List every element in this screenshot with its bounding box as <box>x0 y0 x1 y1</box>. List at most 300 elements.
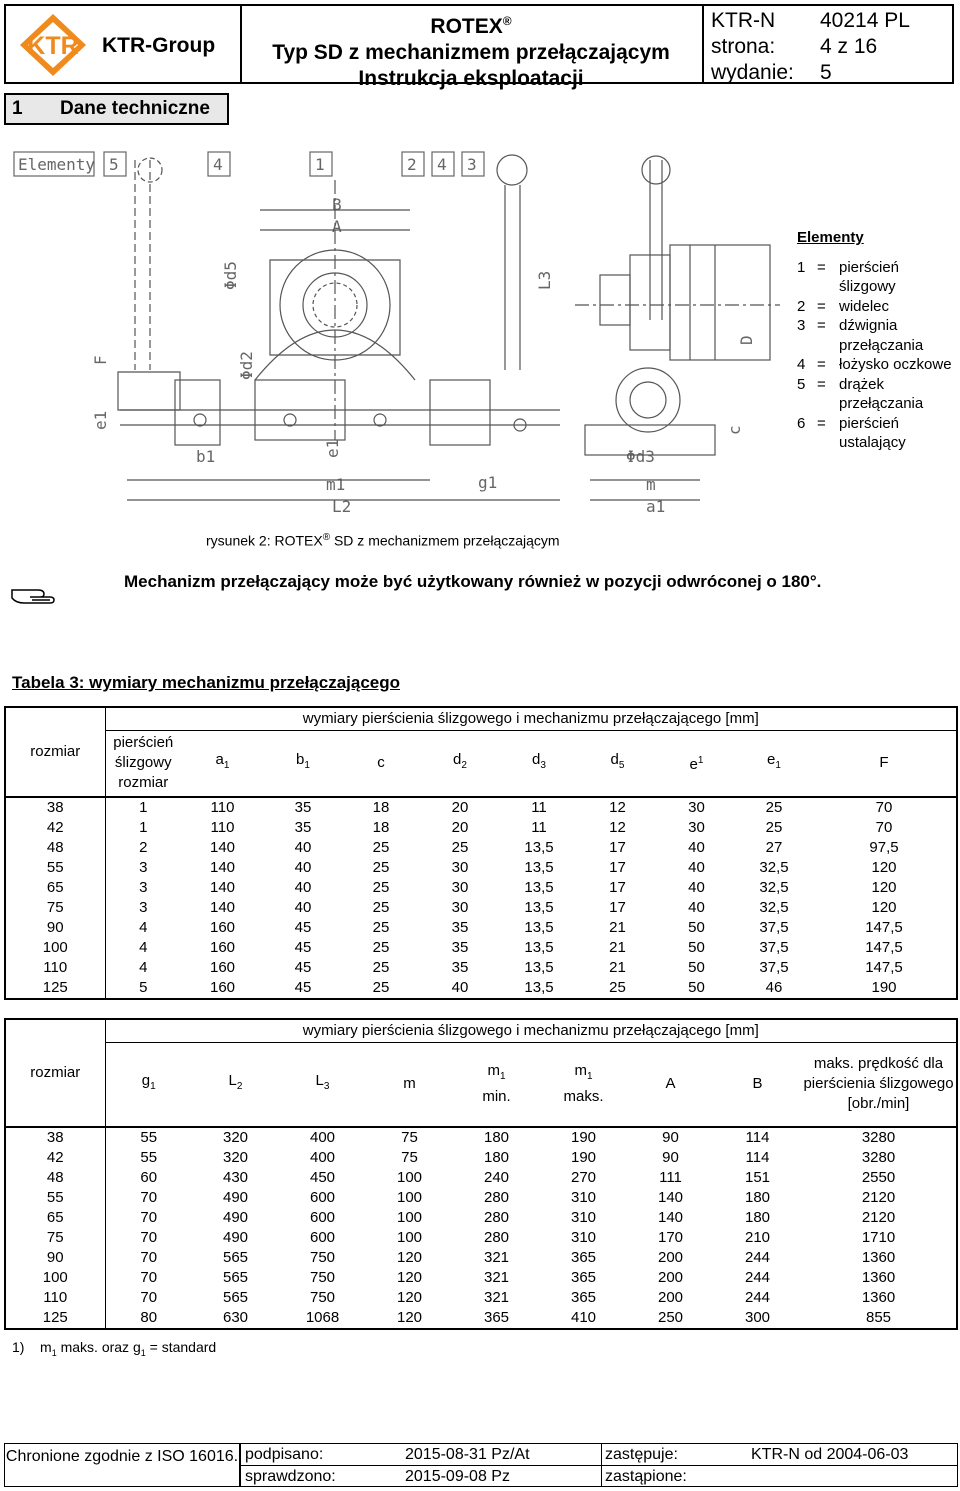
section-heading: 1 Dane techniczne <box>4 93 229 125</box>
value-cell: 13,5 <box>524 978 554 996</box>
size-cell: 110 <box>43 1288 68 1306</box>
value-cell: 310 <box>570 1188 597 1206</box>
value-cell: 27 <box>765 838 783 856</box>
figure-caption: rysunek 2: ROTEX® SD z mechanizmem przełączającym <box>206 532 560 549</box>
value-cell: 21 <box>609 918 626 936</box>
value-cell: 300 <box>744 1308 771 1326</box>
value-cell: 750 <box>309 1248 336 1266</box>
value-cell: 25 <box>372 938 390 956</box>
table-row <box>5 818 957 838</box>
value-cell: 3 <box>105 858 181 878</box>
value-cell: 600 <box>309 1188 336 1206</box>
table2-header-group <box>5 1019 957 1043</box>
svg-text:Φd5: Φd5 <box>221 261 240 290</box>
value-cell: 30 <box>451 858 469 876</box>
legend-item: 3 = dźwignia przełączania <box>797 317 924 354</box>
value-cell: 490 <box>222 1228 249 1246</box>
svg-text:e1: e1 <box>323 438 342 458</box>
value-cell: 140 <box>209 898 236 916</box>
signed-value: 2015-08-31 Pz/At <box>405 1446 530 1463</box>
table-row <box>5 938 957 958</box>
value-cell: 600 <box>309 1208 336 1226</box>
value-cell: 170 <box>657 1228 684 1246</box>
value-cell: 25 <box>765 818 783 836</box>
value-cell: 17 <box>609 898 626 916</box>
size-cell: 42 <box>46 818 64 836</box>
size-cell: 42 <box>46 1148 64 1166</box>
value-cell: 35 <box>451 918 469 936</box>
size-cell: 110 <box>43 958 68 976</box>
value-cell: 100 <box>396 1228 423 1246</box>
replaces-value: KTR-N od 2004-06-03 <box>751 1446 909 1463</box>
speed-header: maks. prędkość dla pierścienia ślizgowego [obr./min] <box>801 1043 957 1127</box>
value-cell: 410 <box>570 1308 597 1326</box>
value-cell: 450 <box>309 1168 336 1186</box>
table-row <box>5 878 957 898</box>
col-header: $d_2$ <box>420 731 500 797</box>
parts-legend <box>797 228 957 453</box>
value-cell: 114 <box>745 1148 770 1166</box>
svg-text:2: 2 <box>407 155 417 174</box>
value-cell: 1 <box>105 818 181 838</box>
value-cell: 70 <box>105 1188 192 1208</box>
value-cell: 321 <box>483 1288 510 1306</box>
svg-text:g1: g1 <box>478 473 498 492</box>
svg-text:4: 4 <box>213 155 223 174</box>
dimensions-table-1 <box>4 706 958 1000</box>
replaced-label: zastąpione: <box>605 1468 687 1485</box>
value-cell: 120 <box>871 898 897 916</box>
value-cell: 13,5 <box>524 938 554 956</box>
document-header <box>4 4 954 90</box>
value-cell: 32,5 <box>759 858 789 876</box>
value-cell: 37,5 <box>759 958 789 976</box>
value-cell: 1360 <box>861 1288 896 1306</box>
value-cell: 244 <box>744 1288 771 1306</box>
size-cell: 38 <box>46 1128 64 1146</box>
value-cell: 180 <box>483 1128 510 1146</box>
value-cell: 140 <box>657 1208 684 1226</box>
group-header: wymiary pierścienia ślizgowego i mechanizmu przełączającego [mm] <box>105 707 957 731</box>
col-header: $d_3$ <box>500 731 578 797</box>
value-cell: 210 <box>744 1228 771 1246</box>
table1-body <box>5 797 957 999</box>
value-cell: 750 <box>309 1288 336 1306</box>
copyright-note: Chronione zgodnie z ISO 16016. <box>5 1444 241 1486</box>
value-cell: 75 <box>401 1148 418 1166</box>
svg-text:Φd3: Φd3 <box>626 447 655 466</box>
value-cell: 120 <box>871 858 897 876</box>
value-cell: 280 <box>483 1208 510 1226</box>
header-company-cell <box>6 6 242 82</box>
value-cell: 25 <box>451 838 469 856</box>
value-cell: 13,5 <box>524 838 554 856</box>
value-cell: 30 <box>451 898 469 916</box>
value-cell: 3 <box>105 898 181 918</box>
value-cell: 855 <box>865 1308 892 1326</box>
value-cell: 11 <box>531 798 547 816</box>
col-header: $e_1$ <box>736 731 812 797</box>
svg-text:L3: L3 <box>535 270 554 290</box>
svg-text:Elementy: Elementy <box>18 155 96 174</box>
value-cell: 4 <box>105 918 181 938</box>
value-cell: 190 <box>871 978 897 996</box>
svg-text:D: D <box>737 335 756 345</box>
value-cell: 200 <box>657 1288 684 1306</box>
value-cell: 55 <box>105 1148 192 1168</box>
value-cell: 25 <box>372 958 390 976</box>
col-header: $L_3$ <box>279 1043 366 1127</box>
value-cell: 490 <box>222 1188 249 1206</box>
value-cell: 190 <box>570 1128 597 1146</box>
svg-text:F: F <box>91 355 110 365</box>
value-cell: 20 <box>451 818 469 836</box>
table-row <box>5 1208 957 1228</box>
value-cell: 90 <box>662 1148 679 1166</box>
edition-label: wydanie: <box>711 61 794 84</box>
value-cell: 151 <box>744 1168 771 1186</box>
value-cell: 70 <box>105 1208 192 1228</box>
value-cell: 190 <box>570 1148 597 1166</box>
size-cell: 75 <box>46 1228 64 1246</box>
size-cell: 65 <box>46 878 64 896</box>
value-cell: 140 <box>209 838 236 856</box>
value-cell: 110 <box>210 798 235 816</box>
value-cell: 55 <box>105 1127 192 1148</box>
value-cell: 45 <box>294 938 312 956</box>
technical-drawing <box>0 140 790 525</box>
value-cell: 13,5 <box>524 958 554 976</box>
value-cell: 46 <box>765 978 783 996</box>
header-title-cell <box>240 6 704 90</box>
value-cell: 280 <box>483 1188 510 1206</box>
value-cell: 2120 <box>861 1208 896 1226</box>
value-cell: 400 <box>309 1148 336 1166</box>
legend-title: Elementy <box>797 229 864 246</box>
value-cell: 320 <box>222 1128 249 1146</box>
value-cell: 320 <box>222 1148 249 1166</box>
value-cell: 20 <box>451 798 469 816</box>
value-cell: 147,5 <box>865 938 903 956</box>
edition-value: 5 <box>820 61 832 84</box>
col-header: c <box>342 731 420 797</box>
table-row <box>5 1288 957 1308</box>
legend-item: 6 = pierścień ustalający <box>797 414 906 451</box>
table-row <box>5 1168 957 1188</box>
value-cell: 40 <box>294 898 312 916</box>
value-cell: 180 <box>483 1148 510 1166</box>
value-cell: 30 <box>451 878 469 896</box>
value-cell: 1 <box>105 797 181 818</box>
value-cell: 4 <box>105 958 181 978</box>
value-cell: 244 <box>744 1248 771 1266</box>
value-cell: 1360 <box>861 1248 896 1266</box>
value-cell: 200 <box>657 1248 684 1266</box>
value-cell: 200 <box>657 1268 684 1286</box>
size-cell: 48 <box>46 838 64 856</box>
value-cell: 321 <box>483 1268 510 1286</box>
legend-item: 5 = drążek przełączania <box>797 375 924 412</box>
value-cell: 25 <box>372 898 390 916</box>
table-row <box>5 1228 957 1248</box>
svg-text:m1: m1 <box>326 475 346 494</box>
value-cell: 750 <box>309 1268 336 1286</box>
value-cell: 321 <box>483 1248 510 1266</box>
value-cell: 13,5 <box>524 878 554 896</box>
value-cell: 25 <box>765 798 783 816</box>
value-cell: 25 <box>372 978 390 996</box>
value-cell: 1360 <box>861 1268 896 1286</box>
table1-header-group <box>5 707 957 731</box>
product-subtitle: Typ SD z mechanizmem przełączającym <box>272 41 670 64</box>
col-header: $m_1$ min. <box>453 1043 540 1127</box>
size-cell: 90 <box>46 1248 64 1266</box>
value-cell: 140 <box>209 858 236 876</box>
value-cell: 13,5 <box>524 898 554 916</box>
value-cell: 430 <box>222 1168 249 1186</box>
value-cell: 21 <box>609 938 626 956</box>
document-type: Instrukcja eksploatacji <box>358 67 584 90</box>
value-cell: 40 <box>688 878 705 896</box>
value-cell: 365 <box>570 1288 597 1306</box>
size-cell: 38 <box>46 798 64 816</box>
svg-text:m: m <box>646 475 656 494</box>
value-cell: 70 <box>105 1288 192 1308</box>
value-cell: 12 <box>609 818 626 836</box>
size-cell: 48 <box>46 1168 64 1186</box>
value-cell: 17 <box>609 838 626 856</box>
value-cell: 565 <box>222 1288 249 1306</box>
signed-label: podpisano: <box>245 1446 324 1463</box>
value-cell: 37,5 <box>759 938 789 956</box>
value-cell: 244 <box>744 1268 771 1286</box>
value-cell: 35 <box>294 818 312 836</box>
table-row <box>5 838 957 858</box>
value-cell: 40 <box>688 858 705 876</box>
table-row <box>5 1148 957 1168</box>
size-cell: 100 <box>42 1268 68 1286</box>
size-cell: 75 <box>46 898 64 916</box>
table-row <box>5 1308 957 1329</box>
value-cell: 70 <box>105 1268 192 1288</box>
size-cell: 90 <box>46 918 64 936</box>
value-cell: 365 <box>570 1248 597 1266</box>
pointing-hand-icon <box>10 580 58 608</box>
value-cell: 630 <box>222 1308 249 1326</box>
value-cell: 25 <box>372 878 390 896</box>
value-cell: 100 <box>396 1188 423 1206</box>
size-header: rozmiar <box>5 1019 105 1127</box>
value-cell: 400 <box>309 1128 336 1146</box>
size-cell: 55 <box>46 858 64 876</box>
legend-item: 2 = widelec <box>797 297 890 315</box>
legend-item: 1 = pierścień ślizgowy <box>797 258 900 295</box>
value-cell: 25 <box>372 858 390 876</box>
value-cell: 310 <box>570 1208 597 1226</box>
value-cell: 12 <box>609 798 626 816</box>
col-header: $d_5$ <box>578 731 657 797</box>
value-cell: 365 <box>570 1268 597 1286</box>
value-cell: 70 <box>875 798 893 816</box>
col-header: $L_2$ <box>192 1043 279 1127</box>
svg-text:a1: a1 <box>646 497 666 516</box>
value-cell: 490 <box>222 1208 249 1226</box>
ktr-logo-icon <box>18 12 88 78</box>
value-cell: 111 <box>659 1168 682 1186</box>
value-cell: 40 <box>451 978 469 996</box>
value-cell: 3 <box>105 878 181 898</box>
value-cell: 160 <box>209 978 236 996</box>
table-row <box>5 1127 957 1148</box>
product-name: ROTEX® <box>430 14 512 38</box>
col-header: $e^1$ <box>657 731 736 797</box>
value-cell: 565 <box>222 1248 249 1266</box>
value-cell: 37,5 <box>759 918 789 936</box>
svg-text:L2: L2 <box>332 497 352 516</box>
col-header: $m_1$ maks. <box>540 1043 627 1127</box>
value-cell: 147,5 <box>865 958 903 976</box>
value-cell: 25 <box>372 838 390 856</box>
ktrn-label: KTR-N <box>711 9 776 32</box>
value-cell: 30 <box>688 818 705 836</box>
value-cell: 40 <box>294 838 312 856</box>
value-cell: 600 <box>309 1228 336 1246</box>
value-cell: 365 <box>483 1308 510 1326</box>
value-cell: 140 <box>209 878 236 896</box>
table-row <box>5 958 957 978</box>
value-cell: 70 <box>105 1248 192 1268</box>
size-cell: 125 <box>42 978 68 996</box>
document-footer <box>4 1443 958 1487</box>
svg-text:c: c <box>725 425 744 435</box>
svg-text:e1: e1 <box>91 410 110 430</box>
table-row <box>5 898 957 918</box>
value-cell: 70 <box>875 818 893 836</box>
value-cell: 280 <box>483 1228 510 1246</box>
value-cell: 40 <box>688 838 705 856</box>
table-row <box>5 797 957 818</box>
table1-header-cols <box>5 731 957 797</box>
value-cell: 60 <box>105 1168 192 1188</box>
col-header: A <box>627 1043 714 1127</box>
table-footnote: 1) $m_1$ maks. oraz $g_1$ = standard <box>12 1339 217 1358</box>
col-header: m <box>366 1043 453 1127</box>
table-row <box>5 858 957 878</box>
svg-text:3: 3 <box>467 155 477 174</box>
value-cell: 2120 <box>861 1188 896 1206</box>
page-label: strona: <box>711 35 776 58</box>
value-cell: 310 <box>570 1228 597 1246</box>
value-cell: 45 <box>294 918 312 936</box>
ring-size-header: pierścień ślizgowy rozmiar <box>105 731 181 797</box>
size-cell: 55 <box>46 1188 64 1206</box>
value-cell: 25 <box>609 978 626 996</box>
col-header: $b_1$ <box>264 731 342 797</box>
value-cell: 565 <box>222 1268 249 1286</box>
value-cell: 50 <box>688 938 705 956</box>
value-cell: 17 <box>609 878 626 896</box>
col-header: B <box>714 1043 801 1127</box>
col-header: $a_1$ <box>181 731 264 797</box>
value-cell: 13,5 <box>524 918 554 936</box>
col-header: F <box>812 731 957 797</box>
svg-text:Φd2: Φd2 <box>237 351 256 380</box>
svg-text:B: B <box>332 195 342 214</box>
table-row <box>5 978 957 999</box>
value-cell: 32,5 <box>759 878 789 896</box>
company-name: KTR-Group <box>102 34 216 57</box>
value-cell: 32,5 <box>759 898 789 916</box>
table2-body <box>5 1127 957 1329</box>
value-cell: 35 <box>294 798 312 816</box>
value-cell: 50 <box>688 958 705 976</box>
svg-text:5: 5 <box>109 155 119 174</box>
value-cell: 100 <box>396 1168 423 1186</box>
value-cell: 17 <box>609 858 626 876</box>
table2-header-cols <box>5 1043 957 1127</box>
value-cell: 180 <box>744 1188 771 1206</box>
value-cell: 120 <box>396 1248 423 1266</box>
value-cell: 160 <box>209 938 236 956</box>
value-cell: 40 <box>294 878 312 896</box>
value-cell: 1068 <box>305 1308 340 1326</box>
value-cell: 21 <box>609 958 626 976</box>
value-cell: 5 <box>105 978 181 999</box>
value-cell: 75 <box>401 1128 418 1146</box>
value-cell: 11 <box>531 818 547 836</box>
legend-item: 4 = łożysko oczkowe <box>797 356 952 373</box>
value-cell: 25 <box>372 918 390 936</box>
value-cell: 45 <box>294 978 312 996</box>
value-cell: 90 <box>662 1128 679 1146</box>
value-cell: 120 <box>396 1268 423 1286</box>
value-cell: 50 <box>688 978 705 996</box>
value-cell: 35 <box>451 958 469 976</box>
col-header: $g_1$ <box>105 1043 192 1127</box>
value-cell: 3280 <box>861 1128 896 1146</box>
value-cell: 120 <box>396 1288 423 1306</box>
svg-text:4: 4 <box>437 155 447 174</box>
value-cell: 270 <box>570 1168 597 1186</box>
svg-text:b1: b1 <box>196 447 216 466</box>
checked-value: 2015-09-08 Pz <box>405 1468 510 1485</box>
value-cell: 18 <box>372 818 390 836</box>
value-cell: 80 <box>105 1308 192 1329</box>
usage-note: Mechanizm przełączający może być użytkowany również w pozycji odwróconej o 180°. <box>124 572 822 591</box>
header-meta-cell <box>702 6 952 82</box>
value-cell: 160 <box>209 958 236 976</box>
table-row <box>5 1248 957 1268</box>
value-cell: 100 <box>396 1208 423 1226</box>
value-cell: 30 <box>688 798 705 816</box>
value-cell: 114 <box>745 1128 770 1146</box>
size-cell: 125 <box>42 1308 68 1326</box>
svg-text:KTR: KTR <box>27 32 79 60</box>
value-cell: 110 <box>210 818 235 836</box>
table-row <box>5 918 957 938</box>
replaces-label: zastępuje: <box>605 1446 678 1463</box>
size-cell: 100 <box>42 938 68 956</box>
value-cell: 4 <box>105 938 181 958</box>
value-cell: 2550 <box>861 1168 896 1186</box>
page-value: 4 z 16 <box>820 35 878 58</box>
value-cell: 1710 <box>861 1228 896 1246</box>
value-cell: 140 <box>657 1188 684 1206</box>
dimensions-table-2 <box>4 1018 958 1330</box>
svg-text:A: A <box>332 217 342 236</box>
ktrn-value: 40214 PL <box>820 9 910 32</box>
size-header: rozmiar <box>5 707 105 797</box>
